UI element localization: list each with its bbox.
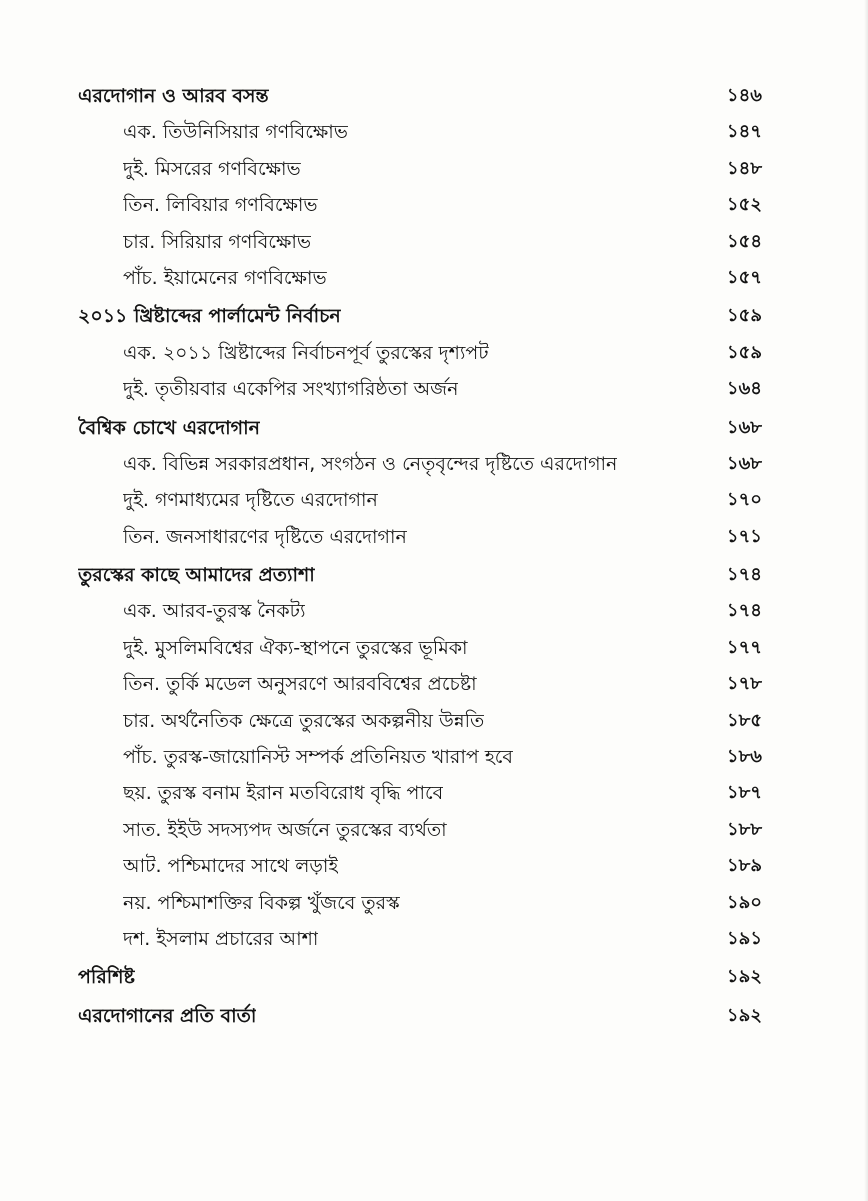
toc-page-number: ১৫৯: [726, 305, 762, 327]
toc-subsection-title: চার. অর্থনৈতিক ক্ষেত্রে তুরস্কের অকল্পনীয় উন্নতি: [123, 709, 485, 732]
toc-subsection-row: [78, 666, 768, 702]
toc-subsection-row: [78, 187, 768, 223]
toc-page-number: ১৭৮: [726, 673, 762, 695]
page-edge-shadow: [864, 0, 868, 1201]
toc-subsection-title: পাঁচ. ইয়ামেনের গণবিক্ষোভ: [123, 266, 327, 289]
toc-page-number: ১৬৮: [726, 416, 762, 438]
toc-subsection-row: [78, 224, 768, 260]
toc-subsection-row: [78, 848, 768, 884]
toc-subsection-row: [78, 885, 768, 921]
toc-page-number: ১৭১: [726, 525, 762, 547]
toc-subsection-title: দুই. গণমাধ্যমের দৃষ্টিতে এরদোগান: [123, 489, 378, 512]
toc-subsection-row: [78, 703, 768, 739]
toc-section-row: [78, 298, 768, 334]
toc-section-title: তুরস্কের কাছে আমাদের প্রত্যাশা: [78, 564, 315, 587]
toc-section-row: [78, 78, 768, 114]
toc-page-number: ১৪৬: [726, 85, 762, 106]
toc-section-row: [78, 557, 768, 593]
toc-page-number: ১৮৬: [726, 746, 762, 768]
toc-subsection-row: [78, 593, 768, 629]
toc-subsection-title: ছয়. তুরস্ক বনাম ইরান মতবিরোধ বৃদ্ধি পাবে: [123, 782, 444, 805]
toc-page-number: ১৪৭: [726, 121, 762, 143]
table-of-contents: [78, 78, 768, 1034]
toc-subsection-row: [78, 482, 768, 518]
toc-subsection-row: [78, 371, 768, 407]
toc-page-number: ১৫৪: [726, 230, 762, 252]
toc-section-title: এরদোগানের প্রতি বার্তা: [78, 1004, 257, 1027]
toc-subsection-row: [78, 775, 768, 811]
toc-page-number: ১৬৮: [726, 452, 762, 474]
toc-subsection-title: দুই. তৃতীয়বার একেপির সংখ্যাগরিষ্ঠতা অর্জন: [123, 378, 459, 401]
toc-page-number: ১৭০: [726, 489, 762, 511]
toc-subsection-title: এক. আরব-তুরস্ক নৈকট্য: [123, 600, 306, 623]
toc-subsection-row: [78, 114, 768, 150]
toc-subsection-row: [78, 151, 768, 187]
toc-subsection-row: [78, 921, 768, 957]
toc-subsection-row: [78, 260, 768, 296]
toc-page-number: ১৮৮: [726, 818, 762, 840]
toc-page-number: ১৮৯: [726, 855, 762, 877]
toc-page-number: ১৭৭: [726, 636, 762, 658]
toc-page-number: ১৭৪: [726, 600, 762, 622]
toc-page-number: ১৯২: [726, 966, 762, 988]
toc-section-row: [78, 998, 768, 1034]
toc-subsection-row: [78, 739, 768, 775]
toc-section-row: [78, 959, 768, 995]
toc-page-number: ১৯১: [726, 927, 762, 949]
toc-section-title: বৈশ্বিক চোখে এরদোগান: [78, 416, 260, 439]
toc-subsection-row: [78, 812, 768, 848]
toc-section-title: ২০১১ খ্রিষ্টাব্দের পার্লামেন্ট নির্বাচন: [78, 305, 341, 328]
toc-subsection-title: আট. পশ্চিমাদের সাথে লড়াই: [123, 855, 339, 878]
toc-subsection-title: এক. বিভিন্ন সরকারপ্রধান, সংগঠন ও নেতৃবৃন্দের দৃষ্টিতে এরদোগান: [123, 452, 618, 475]
toc-subsection-row: [78, 446, 768, 482]
toc-subsection-title: সাত. ইইউ সদস্যপদ অর্জনে তুরস্কের ব্যর্থতা: [123, 818, 447, 841]
toc-page-number: ১৫২: [726, 194, 762, 216]
toc-subsection-row: [78, 519, 768, 555]
toc-subsection-title: এক. তিউনিসিয়ার গণবিক্ষোভ: [123, 121, 348, 144]
toc-subsection-title: নয়. পশ্চিমাশক্তির বিকল্প খুঁজবে তুরস্ক: [123, 891, 400, 914]
toc-subsection-title: দশ. ইসলাম প্রচারের আশা: [123, 927, 319, 950]
toc-subsection-title: তিন. তুর্কি মডেল অনুসরণে আরববিশ্বের প্রচেষ্টা: [123, 673, 477, 696]
toc-page-number: ১৭৪: [726, 564, 762, 586]
toc-subsection-title: দুই. মুসলিমবিশ্বের ঐক্য-স্থাপনে তুরস্কের ভূমিকা: [123, 636, 468, 659]
toc-page-number: ১৬৪: [726, 378, 762, 400]
toc-section-title: পরিশিষ্ট: [78, 966, 135, 989]
toc-subsection-row: [78, 335, 768, 371]
toc-page-number: ১৫৭: [726, 266, 762, 288]
toc-subsection-title: চার. সিরিয়ার গণবিক্ষোভ: [123, 230, 312, 253]
toc-page-number: ১৮৫: [726, 709, 762, 731]
toc-page-number: ১৯২: [726, 1004, 762, 1026]
toc-subsection-title: তিন. লিবিয়ার গণবিক্ষোভ: [123, 194, 318, 217]
toc-page-number: ১৪৮: [726, 157, 762, 179]
toc-page-number: ১৯০: [726, 891, 762, 913]
toc-page-number: ১৮৭: [726, 782, 762, 804]
toc-subsection-title: এক. ২০১১ খ্রিষ্টাব্দের নির্বাচনপূর্ব তুরস্কের দৃশ্যপট: [123, 341, 489, 364]
toc-section-row: [78, 410, 768, 446]
toc-section-title: এরদোগান ও আরব বসন্ত: [78, 85, 269, 107]
toc-subsection-title: তিন. জনসাধারণের দৃষ্টিতে এরদোগান: [123, 525, 407, 548]
toc-subsection-title: পাঁচ. তুরস্ক-জায়োনিস্ট সম্পর্ক প্রতিনিয়ত খারাপ হবে: [123, 746, 514, 769]
toc-subsection-title: দুই. মিসরের গণবিক্ষোভ: [123, 157, 301, 180]
toc-subsection-row: [78, 630, 768, 666]
toc-page-number: ১৫৯: [726, 341, 762, 363]
